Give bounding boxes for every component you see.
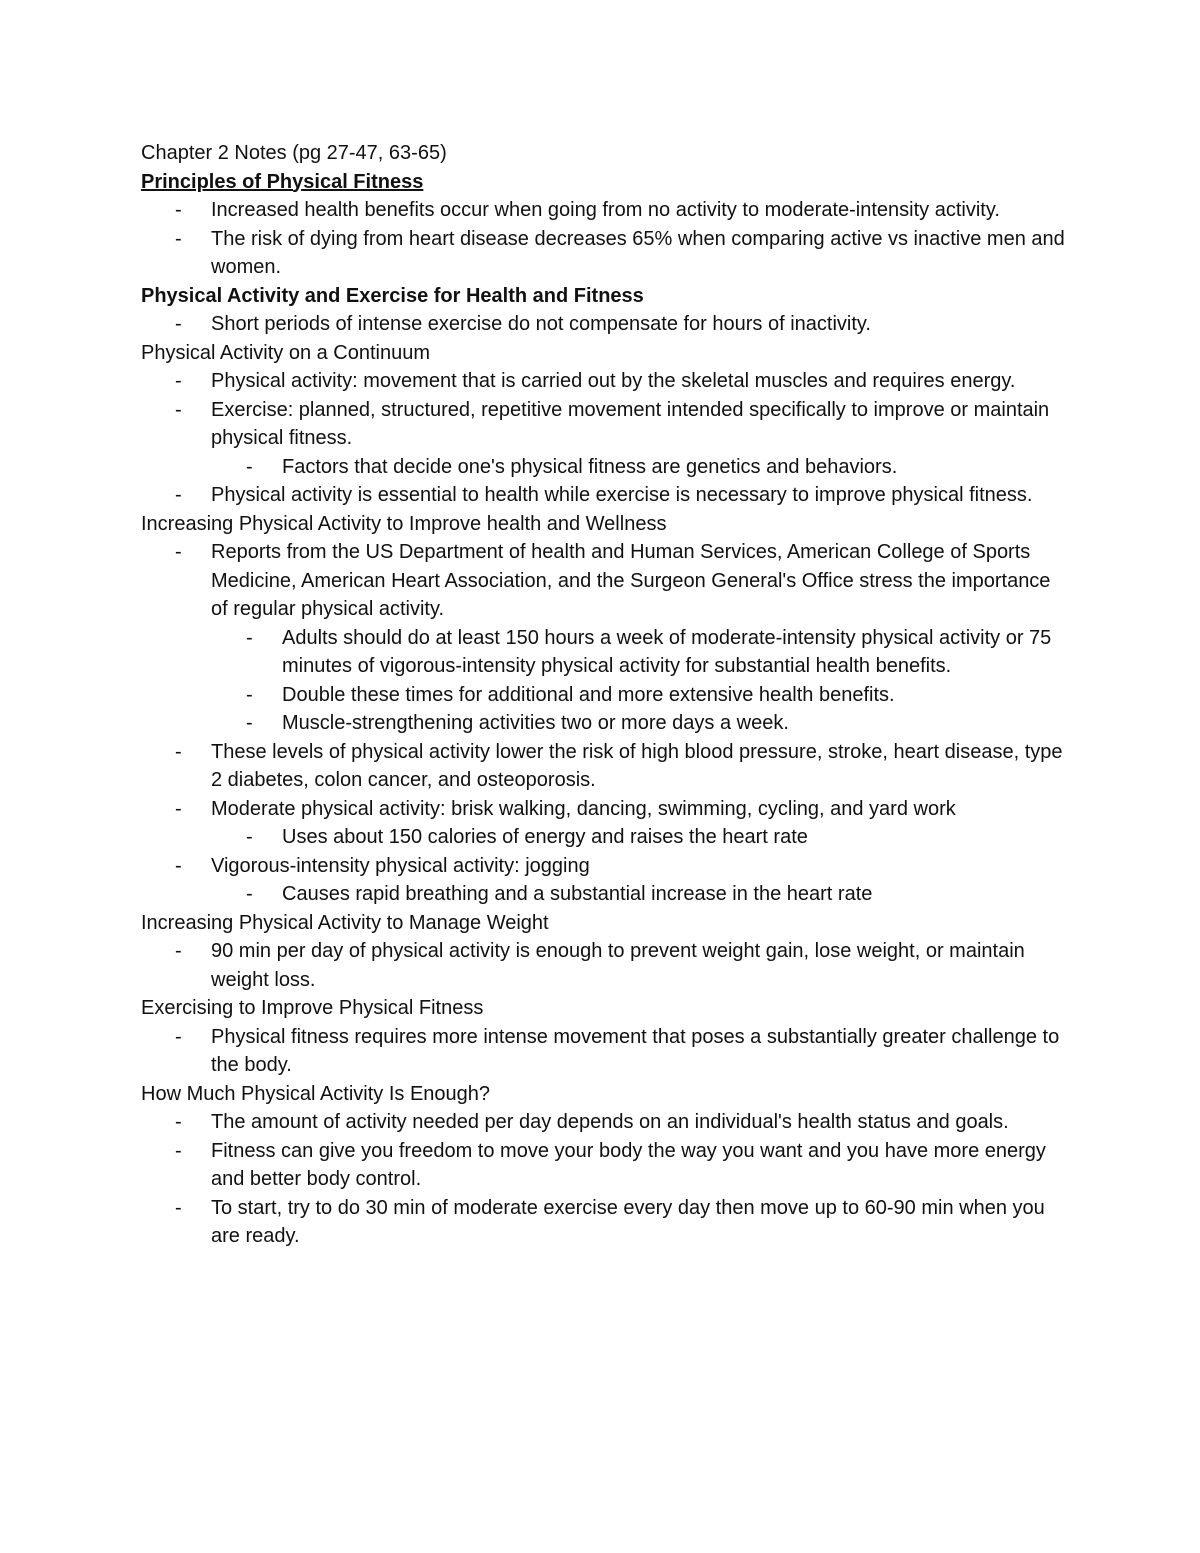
bullet-dash: - <box>175 740 182 763</box>
bullet-dash: - <box>246 883 253 905</box>
list-item-text: Moderate physical activity: brisk walking, dancing, swimming, cycling, and yard work <box>211 797 956 820</box>
list-item <box>141 1194 1071 1251</box>
list-item-text: Increased health benefits occur when going from no activity to moderate-intensity activity. <box>211 199 1000 221</box>
bullet-dash: - <box>175 484 182 506</box>
bullet-dash: - <box>246 712 253 734</box>
sub-list-item <box>141 823 1071 852</box>
bullet-dash: - <box>175 1139 182 1162</box>
bullet-dash: - <box>175 370 182 392</box>
list-item-text: Fitness can give you freedom to move your body the way you want and you have more energy and better body control. <box>211 1139 1046 1190</box>
document-title: Chapter 2 Notes (pg 27-47, 63-65) <box>141 142 447 164</box>
list-item-text: Causes rapid breathing and a substantial increase in the heart rate <box>282 883 873 905</box>
list-item-text: Short periods of intense exercise do not compensate for hours of inactivity. <box>211 313 871 335</box>
section-heading: Physical Activity and Exercise for Health and Fitness <box>141 284 644 307</box>
list-item <box>141 738 1071 795</box>
section-heading: How Much Physical Activity Is Enough? <box>141 1082 491 1105</box>
list-item <box>141 937 1071 994</box>
bullet-dash: - <box>246 826 253 848</box>
list-item <box>141 852 1071 881</box>
sub-list-item <box>141 709 1071 738</box>
list-item-text: Physical activity: movement that is carried out by the skeletal muscles and requires energy. <box>211 370 1016 392</box>
list-item <box>141 1108 1071 1137</box>
list-item-text: The risk of dying from heart disease decreases 65% when comparing active vs inactive men and women. <box>211 227 1065 278</box>
list-item <box>141 396 1071 453</box>
list-item <box>141 795 1071 824</box>
bullet-dash: - <box>175 313 182 335</box>
bullet-dash: - <box>246 683 253 706</box>
bullet-dash: - <box>175 940 182 962</box>
bullet-dash: - <box>175 227 182 250</box>
list-item-text: The amount of activity needed per day depends on an individual's health status and goals. <box>211 1111 1009 1133</box>
list-item <box>141 1137 1071 1194</box>
bullet-dash: - <box>246 626 253 649</box>
list-item-text: 90 min per day of physical activity is enough to prevent weight gain, lose weight, or maintain weight loss. <box>211 940 1025 991</box>
list-item-text: Physical fitness requires more intense movement that poses a substantially greater challenge to the body. <box>211 1025 1060 1076</box>
list-item-text: Factors that decide one's physical fitness are genetics and behaviors. <box>282 455 898 478</box>
list-item-text: These levels of physical activity lower the risk of high blood pressure, stroke, heart disease, type 2 diabetes, colon cancer, and osteoporosis. <box>211 740 1063 791</box>
section-heading: Increasing Physical Activity to Manage Weight <box>141 911 549 934</box>
bullet-dash: - <box>175 199 182 221</box>
sub-list-item <box>141 624 1071 681</box>
list-item-text: Physical activity is essential to health while exercise is necessary to improve physical fitness. <box>211 484 1033 506</box>
bullet-dash: - <box>246 455 253 478</box>
list-item-text: Exercise: planned, structured, repetitive movement intended specifically to improve or maintain physical fitness. <box>211 398 1050 449</box>
list-item-text: Adults should do at least 150 hours a week of moderate-intensity physical activity or 75 minutes of vigorous-intensity physical activity for substantial health benefits. <box>282 626 1052 677</box>
section-heading: Increasing Physical Activity to Improve health and Wellness <box>141 512 667 535</box>
list-item <box>141 1023 1071 1080</box>
bullet-dash: - <box>175 1025 182 1048</box>
sub-list-item <box>141 681 1071 710</box>
list-item-text: Reports from the US Department of health and Human Services, American College of Sports Medicine, American Heart Association, and the Surgeon General's Office stress the importance of regular physical activity. <box>211 541 1051 620</box>
document-page <box>141 139 1071 1251</box>
bullet-dash: - <box>175 541 182 563</box>
list-item <box>141 225 1071 282</box>
bullet-dash: - <box>175 1111 182 1133</box>
list-item <box>141 367 1071 396</box>
list-item-text: Double these times for additional and more extensive health benefits. <box>282 683 895 706</box>
bullet-dash: - <box>175 398 182 421</box>
bullet-dash: - <box>175 797 182 820</box>
bullet-dash: - <box>175 854 182 877</box>
list-item <box>141 310 1071 339</box>
section-heading: Principles of Physical Fitness <box>141 170 424 193</box>
sub-list-item <box>141 453 1071 482</box>
section-heading: Exercising to Improve Physical Fitness <box>141 997 484 1019</box>
list-item <box>141 481 1071 510</box>
list-item-text: Vigorous-intensity physical activity: jogging <box>211 854 590 877</box>
list-item-text: To start, try to do 30 min of moderate exercise every day then move up to 60-90 min when you are ready. <box>211 1196 1045 1247</box>
sub-list-item <box>141 880 1071 909</box>
section-heading: Physical Activity on a Continuum <box>141 341 431 364</box>
list-item-text: Uses about 150 calories of energy and raises the heart rate <box>282 826 808 848</box>
list-item <box>141 538 1071 624</box>
bullet-dash: - <box>175 1196 182 1219</box>
list-item <box>141 196 1071 225</box>
list-item-text: Muscle-strengthening activities two or more days a week. <box>282 712 789 734</box>
